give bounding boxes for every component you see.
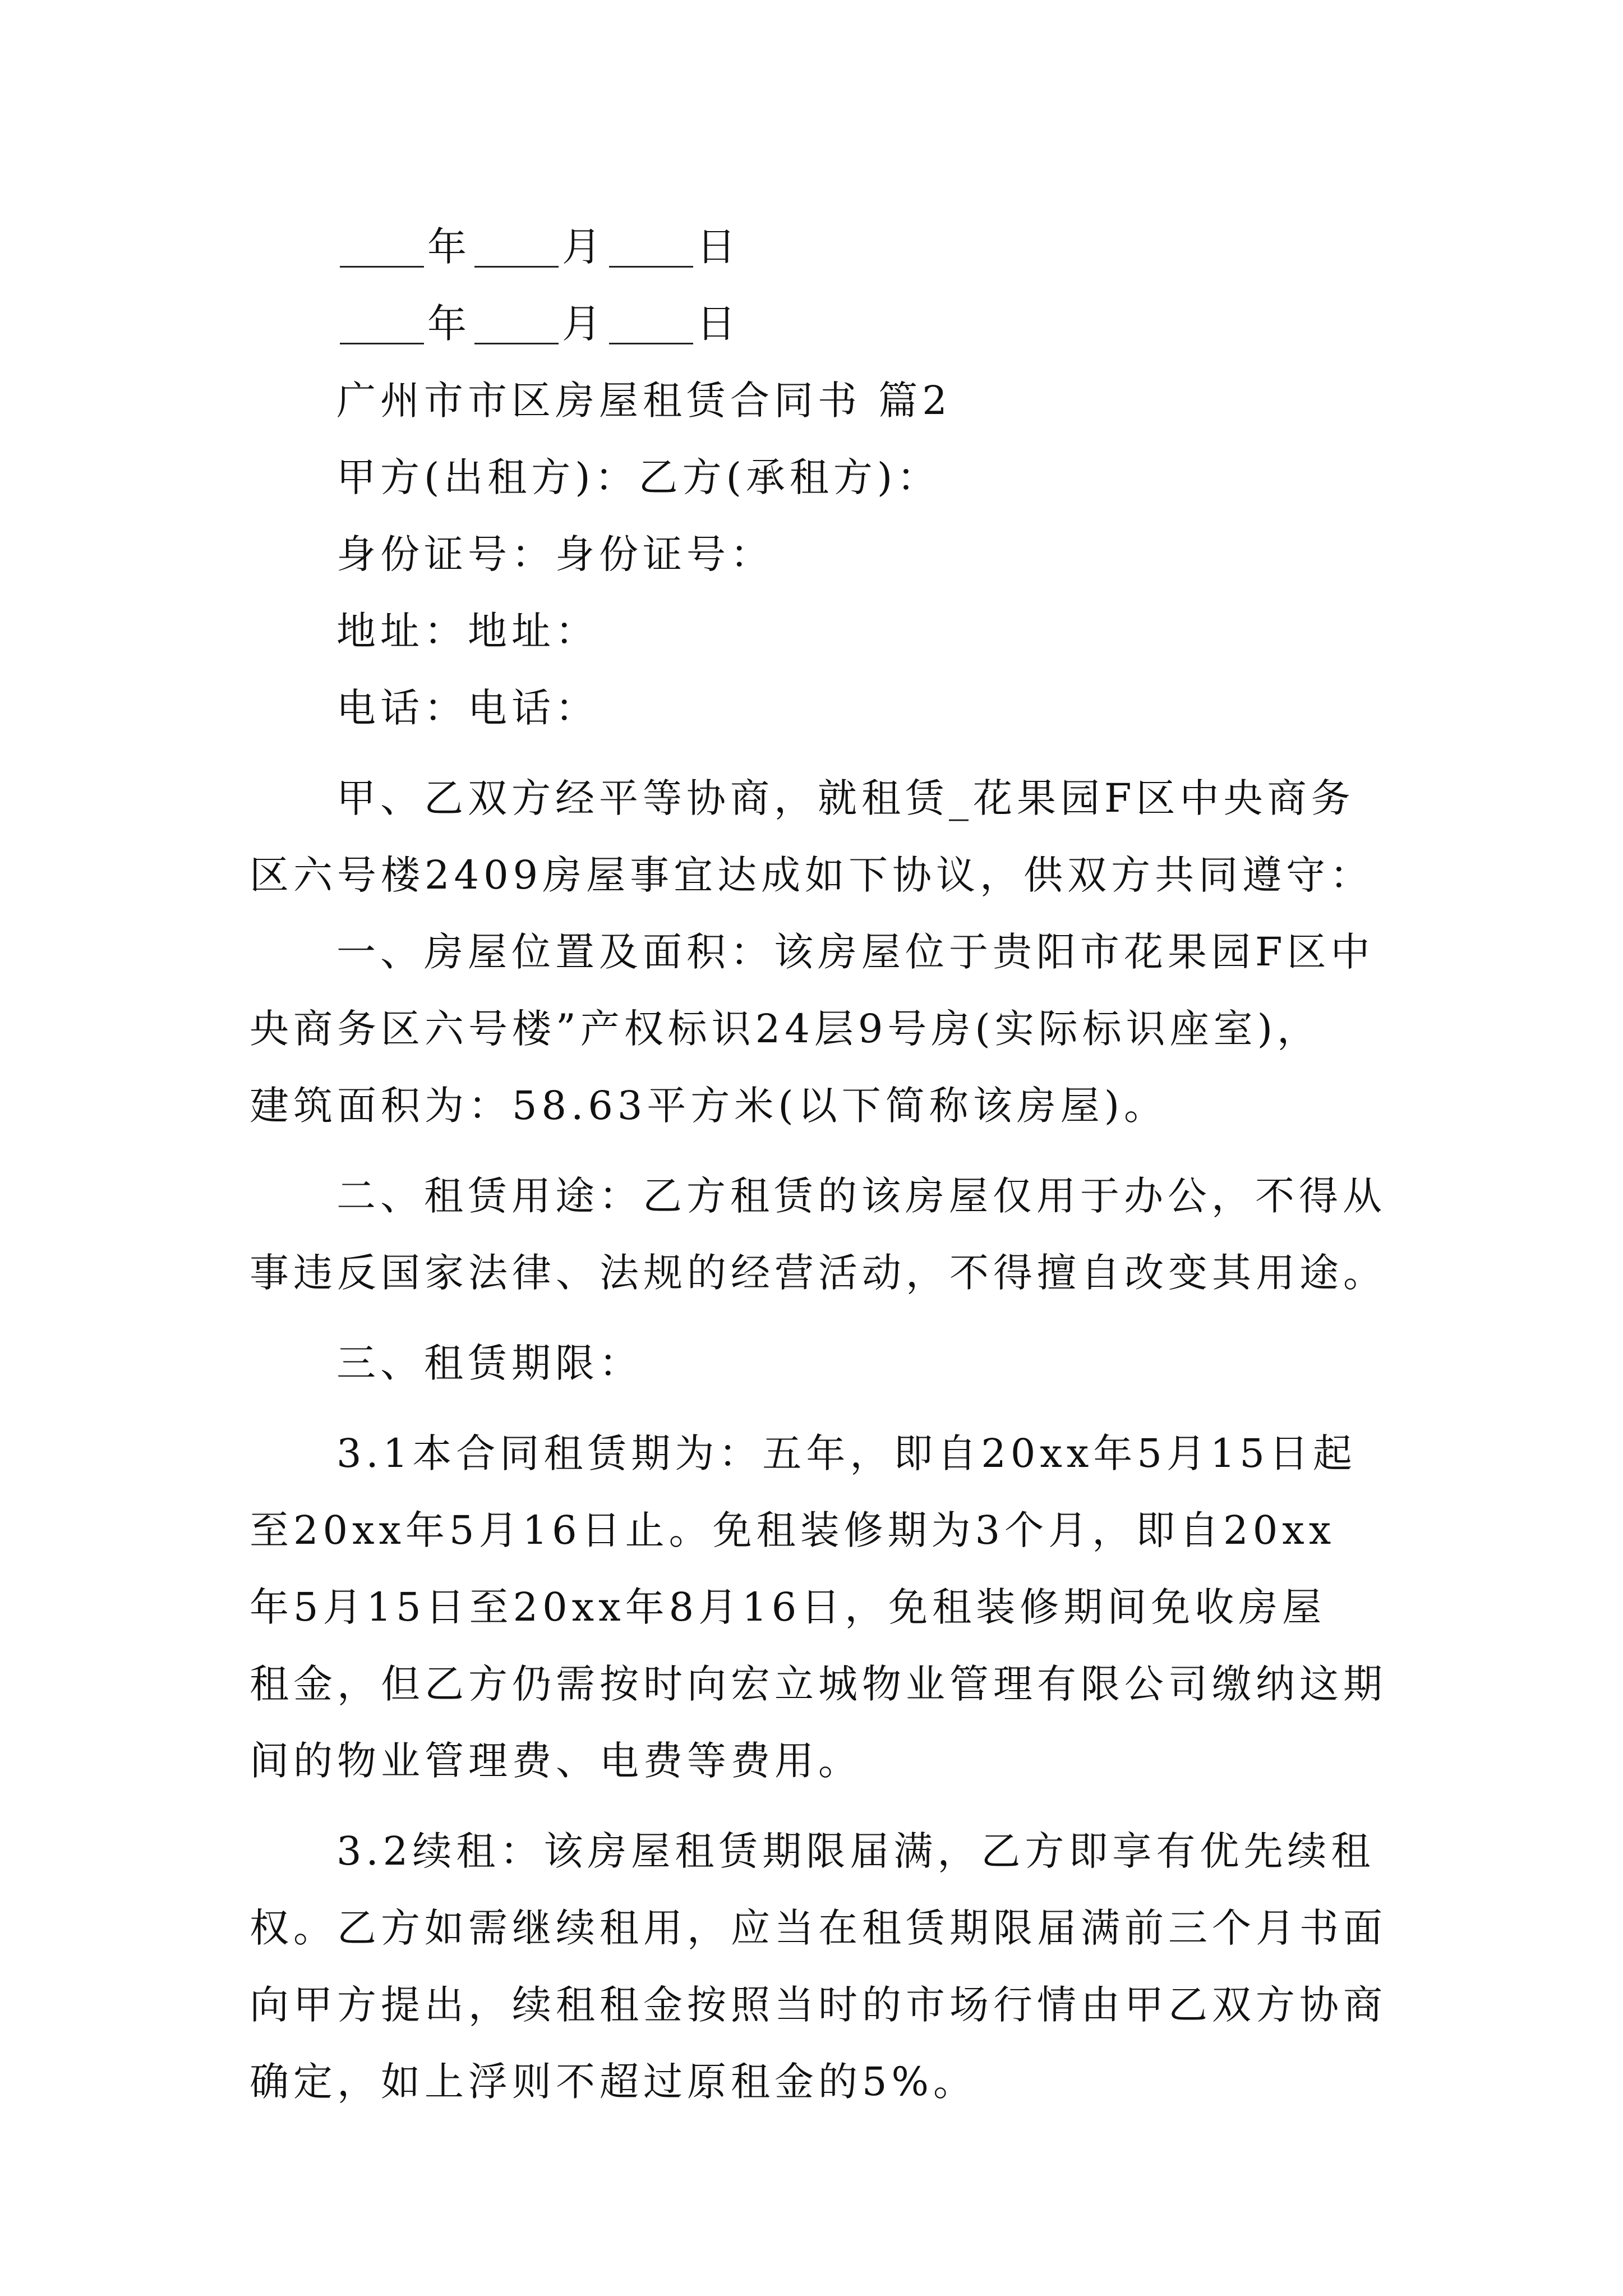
id-number-line: 身份证号：身份证号： <box>336 531 774 577</box>
paragraph-line: 央商务区六号楼”产权标识24层9号房(实际标识座室)， <box>250 1006 1321 1052</box>
date-line <box>250 209 1388 286</box>
month-label: 月 <box>562 224 606 270</box>
paragraph-line: 一、房屋位置及面积：该房屋位于贵阳市花果园F区中 <box>336 929 1375 975</box>
address-line: 地址：地址： <box>336 608 599 654</box>
clause-1-paragraph <box>250 914 1388 1144</box>
clause-3-heading: 三、租赁期限： <box>336 1340 643 1386</box>
paragraph-line: 间的物业管理费、电费等费用。 <box>250 1738 862 1784</box>
paragraph-line: 建筑面积为：58.63平方米(以下简称该房屋)。 <box>250 1083 1168 1129</box>
year-blank <box>340 310 424 344</box>
paragraph-line: 向甲方提出，续租租金按照当时的市场行情由甲乙双方协商 <box>250 1982 1387 2028</box>
year-blank <box>340 233 424 268</box>
day-label: 日 <box>697 224 740 270</box>
paragraph-line: 确定，如上浮则不超过原租金的5%。 <box>250 2059 978 2105</box>
date-line <box>250 286 1388 362</box>
paragraph-line: 权。乙方如需继续租用，应当在租赁期限届满前三个月书面 <box>250 1905 1387 1951</box>
month-blank <box>474 310 559 344</box>
paragraph-line: 租金，但乙方仍需按时向宏立城物业管理有限公司缴纳这期 <box>250 1661 1387 1707</box>
paragraph-line: 3.1本合同租赁期为：五年，即自20xx年5月15日起 <box>336 1430 1357 1476</box>
clause-3-1-paragraph <box>250 1415 1388 1800</box>
contract-title: 广州市市区房屋租赁合同书 篇2 <box>336 378 952 424</box>
phone-line: 电话：电话： <box>336 685 599 731</box>
month-blank <box>474 233 559 268</box>
paragraph-line: 事违反国家法律、法规的经营活动，不得擅自改变其用途。 <box>250 1250 1387 1296</box>
paragraph-line: 甲、乙双方经平等协商，就租赁_花果园F区中央商务 <box>336 775 1355 821</box>
month-label: 月 <box>562 301 606 347</box>
clause-3-2-paragraph <box>250 1813 1388 2120</box>
paragraph-line: 二、租赁用途：乙方租赁的该房屋仅用于办公，不得从 <box>336 1173 1386 1219</box>
document-body <box>250 209 1388 2120</box>
year-label: 年 <box>427 301 471 347</box>
clause-2-paragraph <box>250 1158 1388 1312</box>
party-line: 甲方(出租方)：乙方(承租方)： <box>336 454 941 500</box>
year-label: 年 <box>427 224 471 270</box>
paragraph-line: 至20xx年5月16日止。免租装修期为3个月，即自20xx <box>250 1507 1336 1553</box>
paragraph-line: 年5月15日至20xx年8月16日，免租装修期间免收房屋 <box>250 1584 1326 1630</box>
paragraph-line: 区六号楼2409房屋事宜达成如下协议，供双方共同遵守： <box>250 852 1374 898</box>
day-blank <box>609 233 693 268</box>
paragraph-line: 3.2续租：该房屋租赁期限届满，乙方即享有优先续租 <box>336 1828 1375 1874</box>
day-blank <box>609 310 693 344</box>
intro-paragraph <box>250 760 1388 914</box>
day-label: 日 <box>697 301 740 347</box>
